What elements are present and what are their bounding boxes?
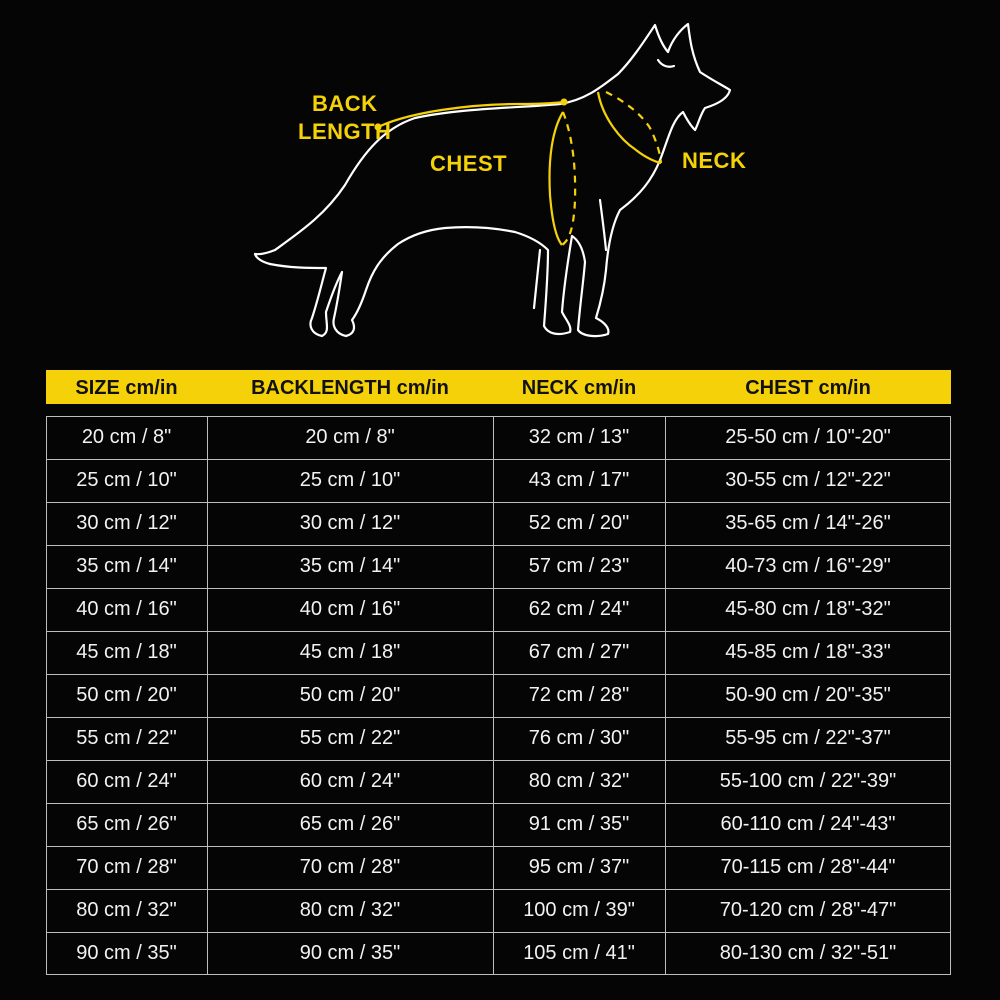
cell-backlength: 35 cm / 14" (299, 555, 401, 577)
cell-chest: 60-110 cm / 24"-43" (720, 813, 896, 835)
table-row (46, 803, 951, 846)
table-row (46, 674, 951, 717)
cell-backlength: 80 cm / 32" (299, 899, 401, 921)
cell-chest: 70-115 cm / 28"-44" (720, 856, 896, 878)
cell-neck: 105 cm / 41" (523, 942, 635, 964)
cell-chest: 55-100 cm / 22"-39" (719, 770, 897, 792)
cell-neck: 72 cm / 28" (528, 684, 630, 706)
cell-size: 80 cm / 32" (76, 899, 177, 921)
cell-chest: 70-120 cm / 28"-47" (719, 899, 897, 921)
cell-chest: 50-90 cm / 20"-35" (725, 684, 891, 706)
cell-size: 35 cm / 14" (76, 555, 177, 577)
cell-chest: 25-50 cm / 10"-20" (725, 426, 891, 448)
cell-backlength: 25 cm / 10" (299, 469, 401, 491)
header-backlength: BACKLENGTH cm/in (251, 377, 449, 399)
cell-neck: 100 cm / 39" (523, 899, 635, 921)
cell-backlength: 50 cm / 20" (299, 684, 401, 706)
neck-label: NECK (682, 148, 747, 173)
size-chart-table (46, 370, 951, 975)
table-row (46, 717, 951, 760)
cell-neck: 91 cm / 35" (528, 813, 630, 835)
cell-chest: 45-85 cm / 18"-33" (725, 641, 891, 663)
cell-size: 25 cm / 10" (76, 469, 177, 491)
table-row (46, 889, 951, 932)
cell-chest: 35-65 cm / 14"-26" (725, 512, 891, 534)
cell-backlength: 30 cm / 12" (299, 512, 401, 534)
table-body (46, 416, 951, 975)
cell-chest: 40-73 cm / 16"-29" (725, 555, 891, 577)
chest-label: CHEST (430, 151, 508, 176)
back-length-label-line1: BACK (311, 91, 378, 116)
cell-neck: 32 cm / 13" (528, 426, 630, 448)
cell-neck: 67 cm / 27" (528, 641, 630, 663)
cell-chest: 30-55 cm / 12"-22" (725, 469, 891, 491)
cell-size: 20 cm / 8" (81, 426, 172, 448)
cell-size: 45 cm / 18" (76, 641, 177, 663)
cell-neck: 43 cm / 17" (528, 469, 630, 491)
cell-size: 90 cm / 35" (76, 942, 177, 964)
cell-backlength: 20 cm / 8" (305, 426, 395, 448)
table-header (46, 370, 951, 404)
cell-neck: 80 cm / 32" (528, 770, 630, 792)
table-row (46, 502, 951, 545)
cell-neck: 52 cm / 20" (528, 512, 630, 534)
table-row (46, 932, 951, 975)
cell-size: 50 cm / 20" (76, 684, 177, 706)
table-row (46, 459, 951, 502)
cell-size: 60 cm / 24" (76, 770, 177, 792)
header-neck: NECK cm/in (521, 377, 637, 399)
cell-neck: 57 cm / 23" (528, 555, 630, 577)
table-row (46, 588, 951, 631)
cell-size: 40 cm / 16" (76, 598, 177, 620)
cell-backlength: 65 cm / 26" (299, 813, 401, 835)
dog-measurement-diagram (0, 0, 1000, 360)
cell-backlength: 40 cm / 16" (299, 598, 401, 620)
cell-backlength: 60 cm / 24" (299, 770, 401, 792)
cell-chest: 80-130 cm / 32"-51" (719, 942, 897, 964)
cell-backlength: 45 cm / 18" (299, 641, 401, 663)
cell-backlength: 55 cm / 22" (299, 727, 401, 749)
cell-chest: 45-80 cm / 18"-32" (725, 598, 891, 620)
table-row (46, 846, 951, 889)
back-length-label-line2: LENGTH (298, 119, 392, 144)
cell-size: 65 cm / 26" (76, 813, 177, 835)
cell-backlength: 70 cm / 28" (299, 856, 401, 878)
table-row (46, 760, 951, 803)
dog-silhouette-icon (0, 0, 1000, 360)
header-size: SIZE cm/in (75, 377, 178, 399)
cell-size: 70 cm / 28" (76, 856, 177, 878)
cell-chest: 55-95 cm / 22"-37" (725, 727, 891, 749)
header-chest: CHEST cm/in (745, 377, 871, 399)
table-row (46, 545, 951, 588)
cell-neck: 76 cm / 30" (528, 727, 630, 749)
cell-size: 30 cm / 12" (76, 512, 177, 534)
cell-backlength: 90 cm / 35" (299, 942, 401, 964)
cell-neck: 62 cm / 24" (528, 598, 630, 620)
table-row (46, 631, 951, 674)
back-length-label (298, 90, 391, 146)
cell-size: 55 cm / 22" (76, 727, 177, 749)
cell-neck: 95 cm / 37" (528, 856, 630, 878)
table-row (46, 416, 951, 459)
